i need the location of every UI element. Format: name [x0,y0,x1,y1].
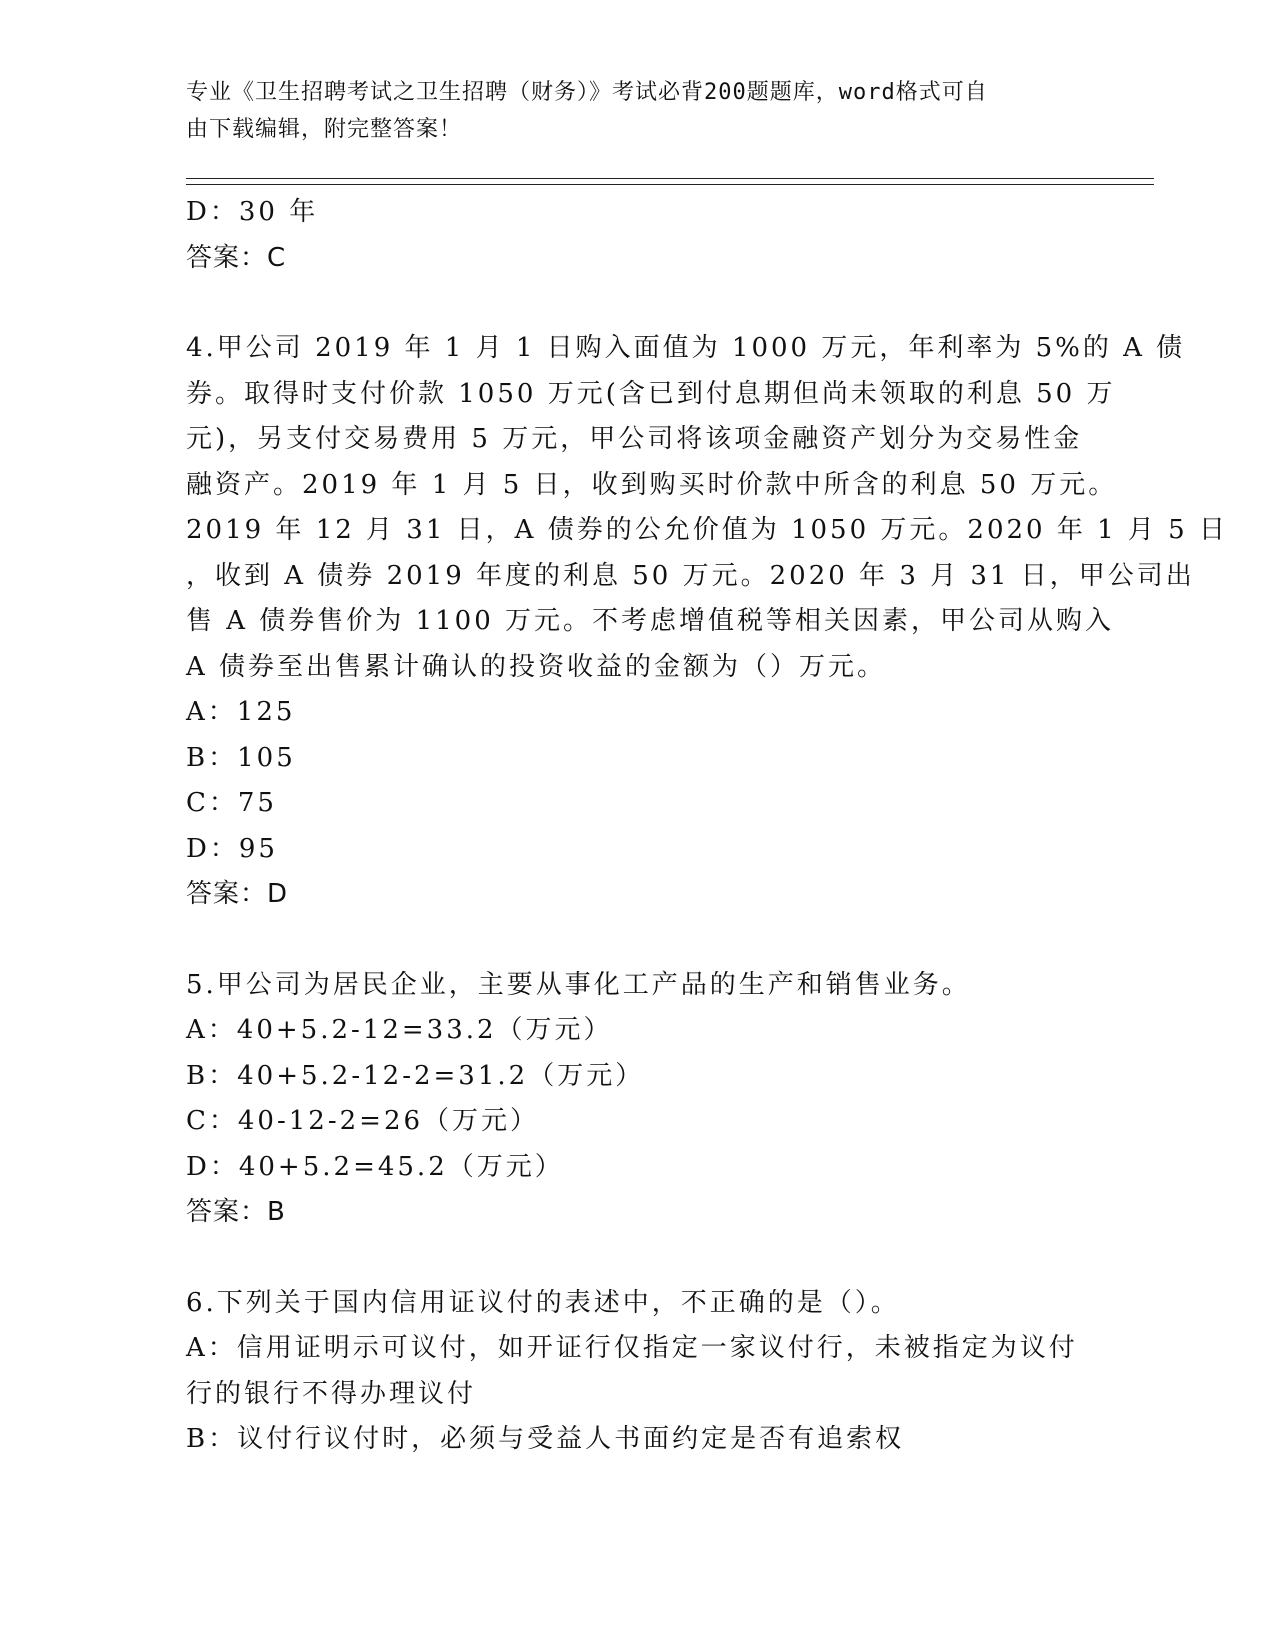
option-b: B：40+5.2-12-2=31.2（万元） [186,1060,645,1091]
option-a: A：125 [186,697,296,727]
document-body [186,190,1228,1463]
spacer [186,1236,1086,1281]
header-line-2: 由下载编辑，附完整答案！ [186,117,463,142]
question-stem-line: A 债券至出售累计确认的投资收益的金额为（）万元。 [186,651,887,682]
question-stem-line: 券。取得时支付价款 1050 万元(含已到付息期但尚未领取的利息 50 万 [186,378,1116,409]
question-stem-line: ，收到 A 债券 2019 年度的利息 50 万元。2020 年 3 月 31 日，甲公司出 [186,560,1195,591]
document-header [186,74,1086,148]
answer: 答案：D [186,879,289,909]
header-divider-bottom [186,184,1154,185]
option-a: A：40+5.2-12=33.2（万元） [186,1015,613,1045]
question-5 [186,963,1086,1236]
option-b: B：议付行议付时，必须与受益人书面约定是否有追索权 [186,1424,905,1454]
question-stem-line: 4.甲公司 2019 年 1 月 1 日购入面值为 1000 万元，年利率为 5%的 A 债 [186,333,1186,363]
prev-question-tail [186,190,1086,281]
spacer [186,918,1086,963]
question-6 [186,1281,1086,1463]
question-stem: 5.甲公司为居民企业，主要从事化工产品的生产和销售业务。 [186,969,971,1000]
spacer [186,281,1086,326]
answer: 答案：B [186,1197,286,1227]
option-d: D：30 年 [186,197,319,227]
question-stem: 6.下列关于国内信用证议付的表述中，不正确的是（）。 [186,1287,900,1318]
option-a-line-2: 行的银行不得办理议付 [186,1378,477,1409]
option-c: C：40-12-2=26（万元） [186,1106,540,1136]
answer: 答案：C [186,242,287,273]
question-stem-line: 2019 年 12 月 31 日，A 债券的公允价值为 1050 万元。2020 年 1 月 5 日 [186,515,1228,545]
option-d: D：40+5.2=45.2（万元） [186,1151,564,1182]
question-stem-line: 元)，另支付交易费用 5 万元，甲公司将该项金融资产划分为交易性金 [186,424,1083,454]
option-c: C：75 [186,788,277,818]
header-line-1: 专业《卫生招聘考试之卫生招聘（财务）》考试必背200题题库，word格式可自 [186,80,988,105]
question-4 [186,326,1228,918]
question-stem-line: 售 A 债券售价为 1100 万元。不考虑增值税等相关因素，甲公司从购入 [186,606,1115,636]
option-d: D：95 [186,833,278,864]
option-a-line-1: A：信用证明示可议付，如开证行仅指定一家议付行，未被指定为议付 [186,1333,1078,1363]
option-b: B：105 [186,742,296,773]
header-divider-top [186,178,1154,179]
question-stem-line: 融资产。2019 年 1 月 5 日，收到购买时价款中所含的利息 50 万元。 [186,469,1118,500]
